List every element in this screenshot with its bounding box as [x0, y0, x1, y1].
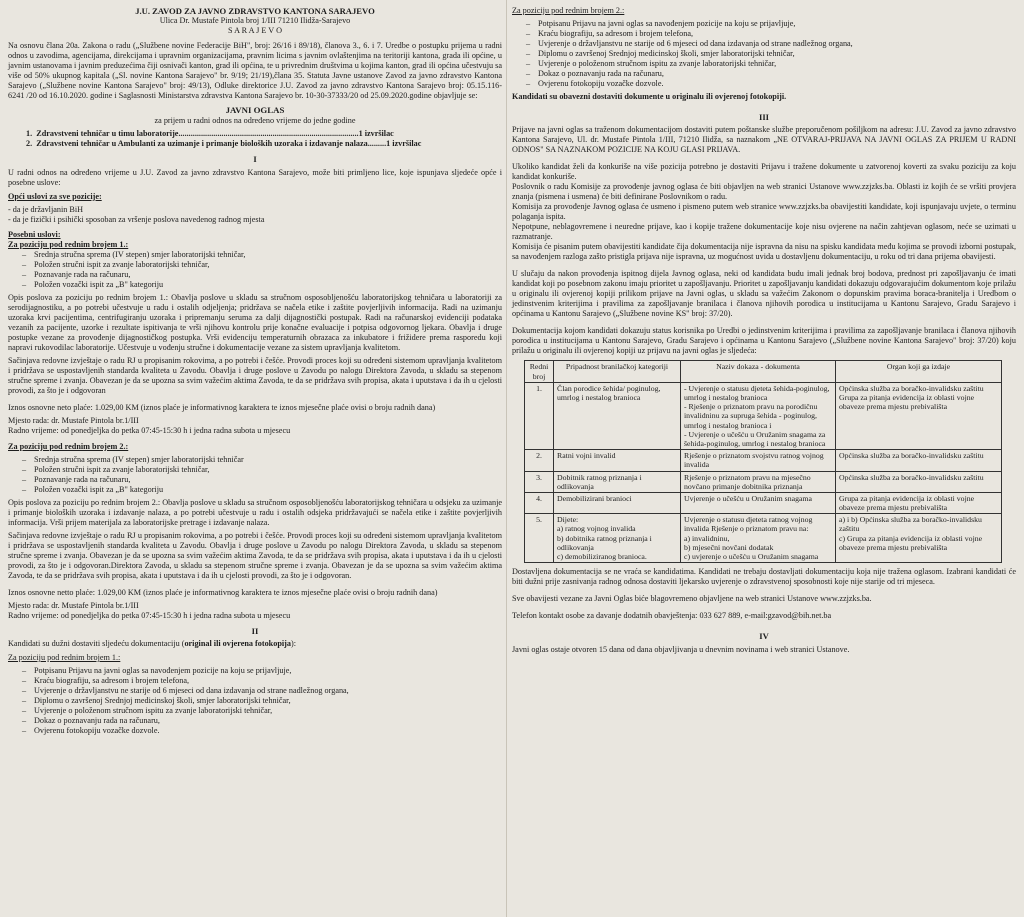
table-body	[525, 382, 1002, 562]
table-cell-cat: Dobitnik ratnog priznanja i odlikovanja	[554, 471, 681, 492]
list-item: – Potpisanu Prijavu na javni oglas sa navođenjem pozicije na koju se prijavljuje,	[34, 666, 502, 676]
table-cell-org: a) i b) Općinska služba za boračko-invalidsku zaštitu c) Grupa za pitanja evidencija iz oblasti vojne obaveze prema mjestu prebivališta	[836, 514, 1002, 563]
ad-title: JAVNI OGLAS	[225, 105, 285, 116]
p2-hours: Radno vrijeme: od ponedjeljka do petka 07:45-15:30 h i jedna radna subota u mjesecu	[8, 610, 291, 620]
table-cell-org: Općinska služba za boračko-invalidsku zaštitu	[836, 471, 1002, 492]
section-1-heading: I	[253, 154, 257, 165]
list-item: – Uvjerenje o državljanstvu ne starije od 6 mjeseci od dana izdavanja od strane nadležnog organa,	[34, 686, 502, 696]
list-item: – Diplomu o završenoj Srednjoj medicinskoj školi, smjer laboratorijski tehničar,	[34, 696, 502, 706]
s1-intro: U radni odnos na određeno vrijeme u J.U. Zavod za javno zdravstvo Kantona Sarajevo, može biti primljeno lice, koje ispunjava sljedeće opće i posebne uslove:	[8, 167, 502, 187]
table-cell-num: 3.	[525, 471, 554, 492]
org-name: J.U. ZAVOD ZA JAVNO ZDRAVSTVO KANTONA SARAJEVO	[135, 6, 375, 16]
table-header-row	[525, 361, 1002, 382]
list-item: – Poznavanje rada na računaru,	[34, 270, 502, 280]
p1-description-2: Sačinjava redovne izvještaje o radu RJ u propisanim rokovima, a po potrebi i češće. Provodi proces koji su određeni sistemom upravljanja kvalitetom i pridržava se uspostavljenih standarda kvaliteta u Zavodu. Obavlja i druge poslove u Zavodu po nalogu Direktora Zavoda, u skladu sa stepenom stručne spreme i zvanja. Obavezan je da se upozna sa svim važećim aktima Zavoda, te da se pridržava svih propisa, akata i uputstava i da ih u cjelosti provodi, za što je i odgovoran	[8, 355, 502, 395]
table-cell-org: Općinska služba za boračko-invalidsku zaštitu	[836, 450, 1002, 471]
s3-rules: Poslovnik o radu Komisije za provođenje javnog oglasa će biti objavljen na web stranici Ustanove www.zzjzks.ba. Oblasti iz kojih će se vršiti provjera znanja (pismena i usmena) će biti definirane Poslovnikom o radu.	[512, 182, 1016, 202]
special-conditions-title: Posebni uslovi:	[8, 229, 61, 239]
docs-p1-title: Za poziciju pod rednim brojem 1.:	[8, 653, 121, 663]
p1-title: Za poziciju pod rednim brojem 1.:	[8, 239, 129, 249]
list-item: – Potpisanu Prijavu na javni oglas sa navođenjem pozicije na koju se prijavljuje,	[538, 19, 1016, 29]
table-cell-doc: Rješenje o priznatom svojstvu ratnog vojnog invalida	[681, 450, 836, 471]
column-header: Naziv dokaza - dokumenta	[681, 361, 836, 382]
table-cell-num: 4.	[525, 492, 554, 513]
s3-contact: Telefon kontakt osobe za davanje dodatnih obavještenja: 033 627 889, e-mail:gzavod@bih.net.ba	[512, 611, 832, 621]
p2-requirements	[8, 455, 502, 495]
org-city: S A R A J E V O	[227, 26, 283, 36]
table-cell-num: 2.	[525, 450, 554, 471]
table-row	[525, 471, 1002, 492]
docs-p1-list	[8, 666, 502, 736]
s3-priority: U slučaju da nakon provođenja ispitnog dijela Javnog oglasa, neki od kandidata budu imali jednak broj bodova, prednost pri zapošljavanju će imati kandidat koji po posebnom zakonu imaju prioritet u zapošljavanju. Prioritet u zapošljavanju kandidati dokazuju odgovarajućim dokumentom koje prilažu u originalu ili ovjerenoj kopiji prilikom prijave na Javni oglas, u skladu sa važećim Zakonom o dopunskim pravima boraca-branitelja i Uredbom o jedinstvenim kriterijima i pravilima za zapošljavanje branilaca i članova njihovih porodica u institucijama u Kantonu Sarajevo, Gradu Sarajevo i općinama u Kantonu Sarajevo („Službene novine KS" broj: 37/20).	[512, 269, 1016, 319]
s3-after-1: Dostavljena dokumentacija se ne vraća se kandidatima. Kandidati ne trebaju dostavljati dokumentaciju koja nije tražena oglasom. Izabrani kandidati će biti dužni prije zasnivanja radnog odnosa dostaviti ljekarsko uvjerenje o zdravstvenoj sposobnosti koje nije starije od tri mjeseca.	[512, 567, 1016, 587]
s4-text: Javni oglas ostaje otvoren 15 dana od dana objavljivanja u dnevnim novinama i web stranici Ustanove.	[512, 644, 850, 654]
p1-place: Mjesto rada: dr. Mustafe Pintola br.1/III	[8, 415, 139, 425]
table-cell-doc: Rješenje o priznatom pravu na mjesečno novčano primanje dobitnika priznanja	[681, 471, 836, 492]
p2-description: Opis poslova za poziciju po rednim brojem 2.: Obavlja poslove u skladu sa stručnom osposobljenošću laboratorijskog tehničara u odsjeku za uzimanje i primanje bioloških uzoraka i izdavanje nalaza, a po potrebi učestvuje u radu i ostalih odsjeka pridržavajući se načela etike i zaštite povjerljivih informacija. Vrši prijem materijala za laboratorijske pretrage i izdavanje nalaza.	[8, 497, 502, 527]
intro-paragraph: Na osnovu člana 20a. Zakona o radu („Službene novine Federacije BiH", broj: 26/16 i 89/18), članova 3., 6. i 7. Uredbe o postupku prijema u radni odnos u zavodima, agencijama, direkcijama i upravnim organizacijama, pravnim licima s javnim ovlaštenjima na teritoriji kantona, grada ili općine, u javnim ustanovama i javnim preduzećima čiji osnivači kanton, grad ili općina, te u privrednim društvima u kojima kanton, grad ili općina učestvuju sa više od 50% ukupnog kapitala („Sl. novine Kantona Sarajevo" br. 9/19; 21/19),člana 35. Statuta Javne ustanove Zavod za javno zdravstvo Kantona Sarajevo („Službene novine Kantona Sarajevo" broj: 49/13), Odluke direktorice J.U. Zavod za javno zdravstvo Kantona Sarajevo broj: 05.15.116-6241 /20 od 16.10.2020. godine i Saglasnosti Ministarstva zdravstva Kantona Sarajevo br. 10-30-37333/20 od 25.09.2020.godine objavljuje se:	[8, 41, 502, 101]
column-divider	[506, 0, 507, 917]
table-cell-cat: Demobilizirani branioci	[554, 492, 681, 513]
table-cell-cat: Dijete: a) ratnog vojnog invalida b) dobitnika ratnog priznanja i odlikovanja c) demobiliziranog branioca.	[554, 514, 681, 563]
p2-description-2: Sačinjava redovne izvještaje o radu RJ u propisanim rokovima, a po potrebi i češće. Provodi proces koji su određeni sistemom upravljanja kvalitetom i pridržava se uspostavljenih standarda kvaliteta u Zavodu. Obavlja i druge poslove u Zavodu po nalogu Direktora Zavoda, u skladu sa stepenom stručne spreme i zvanja. Obavezan je da se upozna sa svim važećim aktima Zavoda, te da se pridržava svih propisa, akata i uputstava i da ih u cjelosti provodi, za što je i odgovoran.Direktora Zavoda, u skladu sa stepenom stručne spreme i zvanja. Obavezan je da se upozna sa svim važećim aktima Zavoda, te da se pridržava svih propisa, akata i uputstava i da ih u cjelosti provodi, za što je i odgovoran.	[8, 530, 502, 580]
list-item: – Položen stručni ispit za zvanje laboratorijski tehničar,	[34, 260, 502, 270]
list-item: – Položen vozački ispit za „B" kategoriju	[34, 280, 502, 290]
list-item: – Diplomu o završenoj Srednjoj medicinskoj školi, smjer laboratorijski tehničar,	[538, 49, 1016, 59]
list-item: – Položen stručni ispit za zvanje laboratorijski tehničar,	[34, 465, 502, 475]
table-cell-org: Grupa za pitanja evidencija iz oblasti vojne obaveze prema mjestu prebivališta	[836, 492, 1002, 513]
list-item: – Ovjerenu fotokopiju vozačke dozvole.	[34, 726, 502, 736]
list-item: – Dokaz o poznavanju rada na računaru,	[34, 716, 502, 726]
table-row	[525, 450, 1002, 471]
position-2: 2. Zdravstveni tehničar u Ambulanti za uzimanje i primanje bioloških uzoraka i izdavanje nalaza.........1 izvršilac	[26, 139, 422, 149]
positions-list	[8, 129, 502, 149]
table-cell-doc: Uvjerenje o učešću u Oružanim snagama	[681, 492, 836, 513]
table-cell-num: 1.	[525, 382, 554, 449]
left-column	[8, 6, 502, 739]
p2-pay: Iznos osnovne netto plaće: 1.029,00 KM (iznos plaće je informativnog karaktera te iznos mjesečne plaće ovisi o broju radnih dana)	[8, 587, 438, 597]
s2-intro: Kandidati su dužni dostaviti sljedeću dokumentaciju (original ili ovjerena fotokopija):	[8, 639, 296, 649]
table-cell-num: 5.	[525, 514, 554, 563]
list-item: – Srednja stručna sprema (IV stepen) smjer laboratorijski tehničar,	[34, 250, 502, 260]
s3-commission: Komisija će pisanim putem obavijestiti kandidate čija dokumentacija nije ispravna da nisu na spisku kandidata među kojima se provodi izborni postupak, sa navođenjem razloga zašto pristigla prijava nije ispravna, uz mogućnost uvida u dostavljenu dokumentaciju, u roku od tri dana prijema obavijesti.	[512, 242, 1016, 262]
docs-p2-list	[512, 19, 1016, 89]
org-address: Ulica Dr. Mustafe Pintola broj 1/III 71210 Ilidža-Sarajevo	[159, 16, 351, 26]
list-item: – Uvjerenje o položenom stručnom ispitu za zvanje laboratorijski tehničar,	[34, 706, 502, 716]
list-item: – Ovjerenu fotokopiju vozačke dozvole.	[538, 79, 1016, 89]
column-header: Organ koji ga izdaje	[836, 361, 1002, 382]
table-row	[525, 492, 1002, 513]
general-condition: - da je državljanin BiH	[8, 204, 84, 214]
s3-after-2: Sve obavijesti vezane za Javni Oglas biće blagovremeno objavljene na web stranici Ustanove www.zzjzks.ba.	[512, 594, 872, 604]
list-item: – Srednja stručna sprema (IV stepen) smjer laboratorijski tehničar	[34, 455, 502, 465]
p1-hours: Radno vrijeme: od ponedjeljka do petka 07:45-15:30 h i jedna radna subota u mjesecu	[8, 425, 291, 435]
s3-notice: Komisija za provođenje Javnog oglasa će usmeno i pismeno putem web stranice www.zzjzks.ba obavijestiti kandidate, koji ispunjavaju uvjete, o terminu polaganja ispita.	[512, 202, 1016, 222]
s3-multiple: Ukoliko kandidat želi da konkuriše na više pozicija potrebno je dostaviti Prijavu i tražene dokumente u zatvorenoj koverti za svaku poziciju za koju kandidat konkuriše.	[512, 162, 1016, 182]
table-cell-doc: - Uvjerenje o statusu djeteta šehida-poginulog, umrlog i nestalog branioca - Rješenje o priznatom pravu na porodičnu invalidninu za supruga šehida - poginulog, umrlog i nestalog branioca i - Uvjerenje o učešću u Oružanim snagama za šehida-poginulog, umrlog i nestalog branioca	[681, 382, 836, 449]
s3-incomplete: Nepotpune, neblagovremene i neuredne prijave, kao i kopije tražene dokumentacije koje nisu ovjerene na način zahtjevan oglasom, neće se uzimati u razmatranje.	[512, 222, 1016, 242]
p1-pay: Iznos osnovne neto plaće: 1.029,00 KM (iznos plaće je informativnog karaktera te iznos mjesečne plaće ovisi o broju radnih dana)	[8, 402, 436, 412]
general-conditions-title: Opći uslovi za sve pozicije:	[8, 191, 102, 201]
table-cell-cat: Ratni vojni invalid	[554, 450, 681, 471]
list-item: – Uvjerenje o državljanstvu ne starije od 6 mjeseci od dana izdavanja od strane nadležnog organa,	[538, 39, 1016, 49]
p2-place: Mjesto rada: dr. Mustafe Pintola br.1/III	[8, 600, 139, 610]
section-2-heading: II	[251, 625, 259, 636]
list-item: – Dokaz o poznavanju rada na računaru,	[538, 69, 1016, 79]
p1-description: Opis poslova za poziciju po rednim brojem 1.: Obavlja poslove u skladu sa stručnom osposobljenošću laboratorijskog tehničara u laboratoriji za serodijagnostiku, a po potrebi učestvuje u radu i ostalih odjeljenja; pridržava se načela etike i zaštite povjerljivih informacija. Radi na uzimanju uzoraka krvi pacijentima, centrifugiranju uzoraka i pripremanju seruma za dalji dijagnostički postupak. Radi na računarskoj evidenciji podataka vezanih za pacijente, uzorke i rezultate ispitivanja te vrši njihovu kontrolu prije konačne evaluacije i potpisa odgovornog ljekara. Obavlja i druge postupke vezane za provođenje dijagnostičkog postupka. Vrši evidenciju temperaturnih obrazaca za inkubatore i frižidere prema rasporedu koji napravi rukovodilac laboratorije. Učestvuje u vođenju stručne i dokumentacije vezane za sistem upravljanja kvalitetom.	[8, 292, 502, 352]
table-cell-org: Općinska služba za boračko-invalidsku zaštitu Grupa za pitanja evidencija iz oblasti vojne obaveze prema mjestu prebivališta	[836, 382, 1002, 449]
list-item: – Uvjerenje o položenom stručnom ispitu za zvanje laboratorijski tehničar,	[538, 59, 1016, 69]
column-header: Redni broj	[525, 361, 554, 382]
docs-closing: Kandidati su obavezni dostaviti dokumente u originalu ili ovjerenoj fotokopiji.	[512, 92, 787, 101]
list-item: – Kraću biografiju, sa adresom i brojem telefona,	[34, 676, 502, 686]
list-item: – Kraću biografiju, sa adresom i brojem telefona,	[538, 29, 1016, 39]
p1-requirements	[8, 250, 502, 290]
s3-submission: Prijave na javni oglas sa traženom dokumentacijom dostaviti putem poštanske službe preporučenom pošiljkom na adresu: J.U. Zavod za javno zdravstvo Kantona Sarajevo, Ul. dr. Mustafe Pintola 1/III, 71210 Ilidža, sa naznakom „NE OTVARAJ-PRIJAVA NA JAVNI OGLAS ZA PRIJEM U RADNI ODNOS" SA NAZNAKOM POZICIJE NA KOJU GLASI PRIJAVA.	[512, 125, 1016, 155]
table-row	[525, 382, 1002, 449]
p2-title: Za poziciju pod rednim brojem 2.:	[8, 441, 129, 451]
table-cell-doc: Uvjerenje o statusu djeteta ratnog vojnog invalida Rješenje o priznatom pravu na: a) invalidninu, b) mjesečni novčani dodatak c) uvjerenje o učešću u Oružanim snagama	[681, 514, 836, 563]
section-3-heading: III	[758, 112, 770, 122]
right-column	[512, 6, 1016, 658]
ad-subtitle: za prijem u radni odnos na određeno vrijeme do jedne godine	[154, 116, 356, 126]
s3-documentation: Dokumentacija kojom kandidati dokazuju status korisnika po Uredbi o jedinstvenim kriterijima i pravilima za zapošljavanje branilaca i članova njihovih porodica u institucijama u Kantonu Sarajevo, Gradu Sarajevo i općinama u Kantonu Sarajevo („Službene novine Kantona Sarajevo" broj: 37/20) koju prilažu u originalu ili ovjerenoj kopiji uz prijavu na javni oglas je sljedeća:	[512, 326, 1016, 356]
table-cell-cat: Član porodice šehida/ poginulog, umrlog i nestalog branioca	[554, 382, 681, 449]
list-item: – Poznavanje rada na računaru,	[34, 475, 502, 485]
veterans-documents-table	[524, 360, 1002, 563]
section-4-heading: IV	[759, 631, 769, 642]
column-header: Pripadnost branilačkoj kategoriji	[554, 361, 681, 382]
list-item: – Položen vozački ispit za „B" kategoriju	[34, 485, 502, 495]
position-1: 1. Zdravstveni tehničar u timu laboratorije........................................................................................1 izvršilac	[26, 129, 394, 139]
general-condition: - da je fizički i psihički sposoban za vršenje poslova navedenog radnog mjesta	[8, 214, 265, 224]
docs-p2-title: Za poziciju pod rednim brojem 2.:	[512, 6, 625, 15]
table-row	[525, 514, 1002, 563]
